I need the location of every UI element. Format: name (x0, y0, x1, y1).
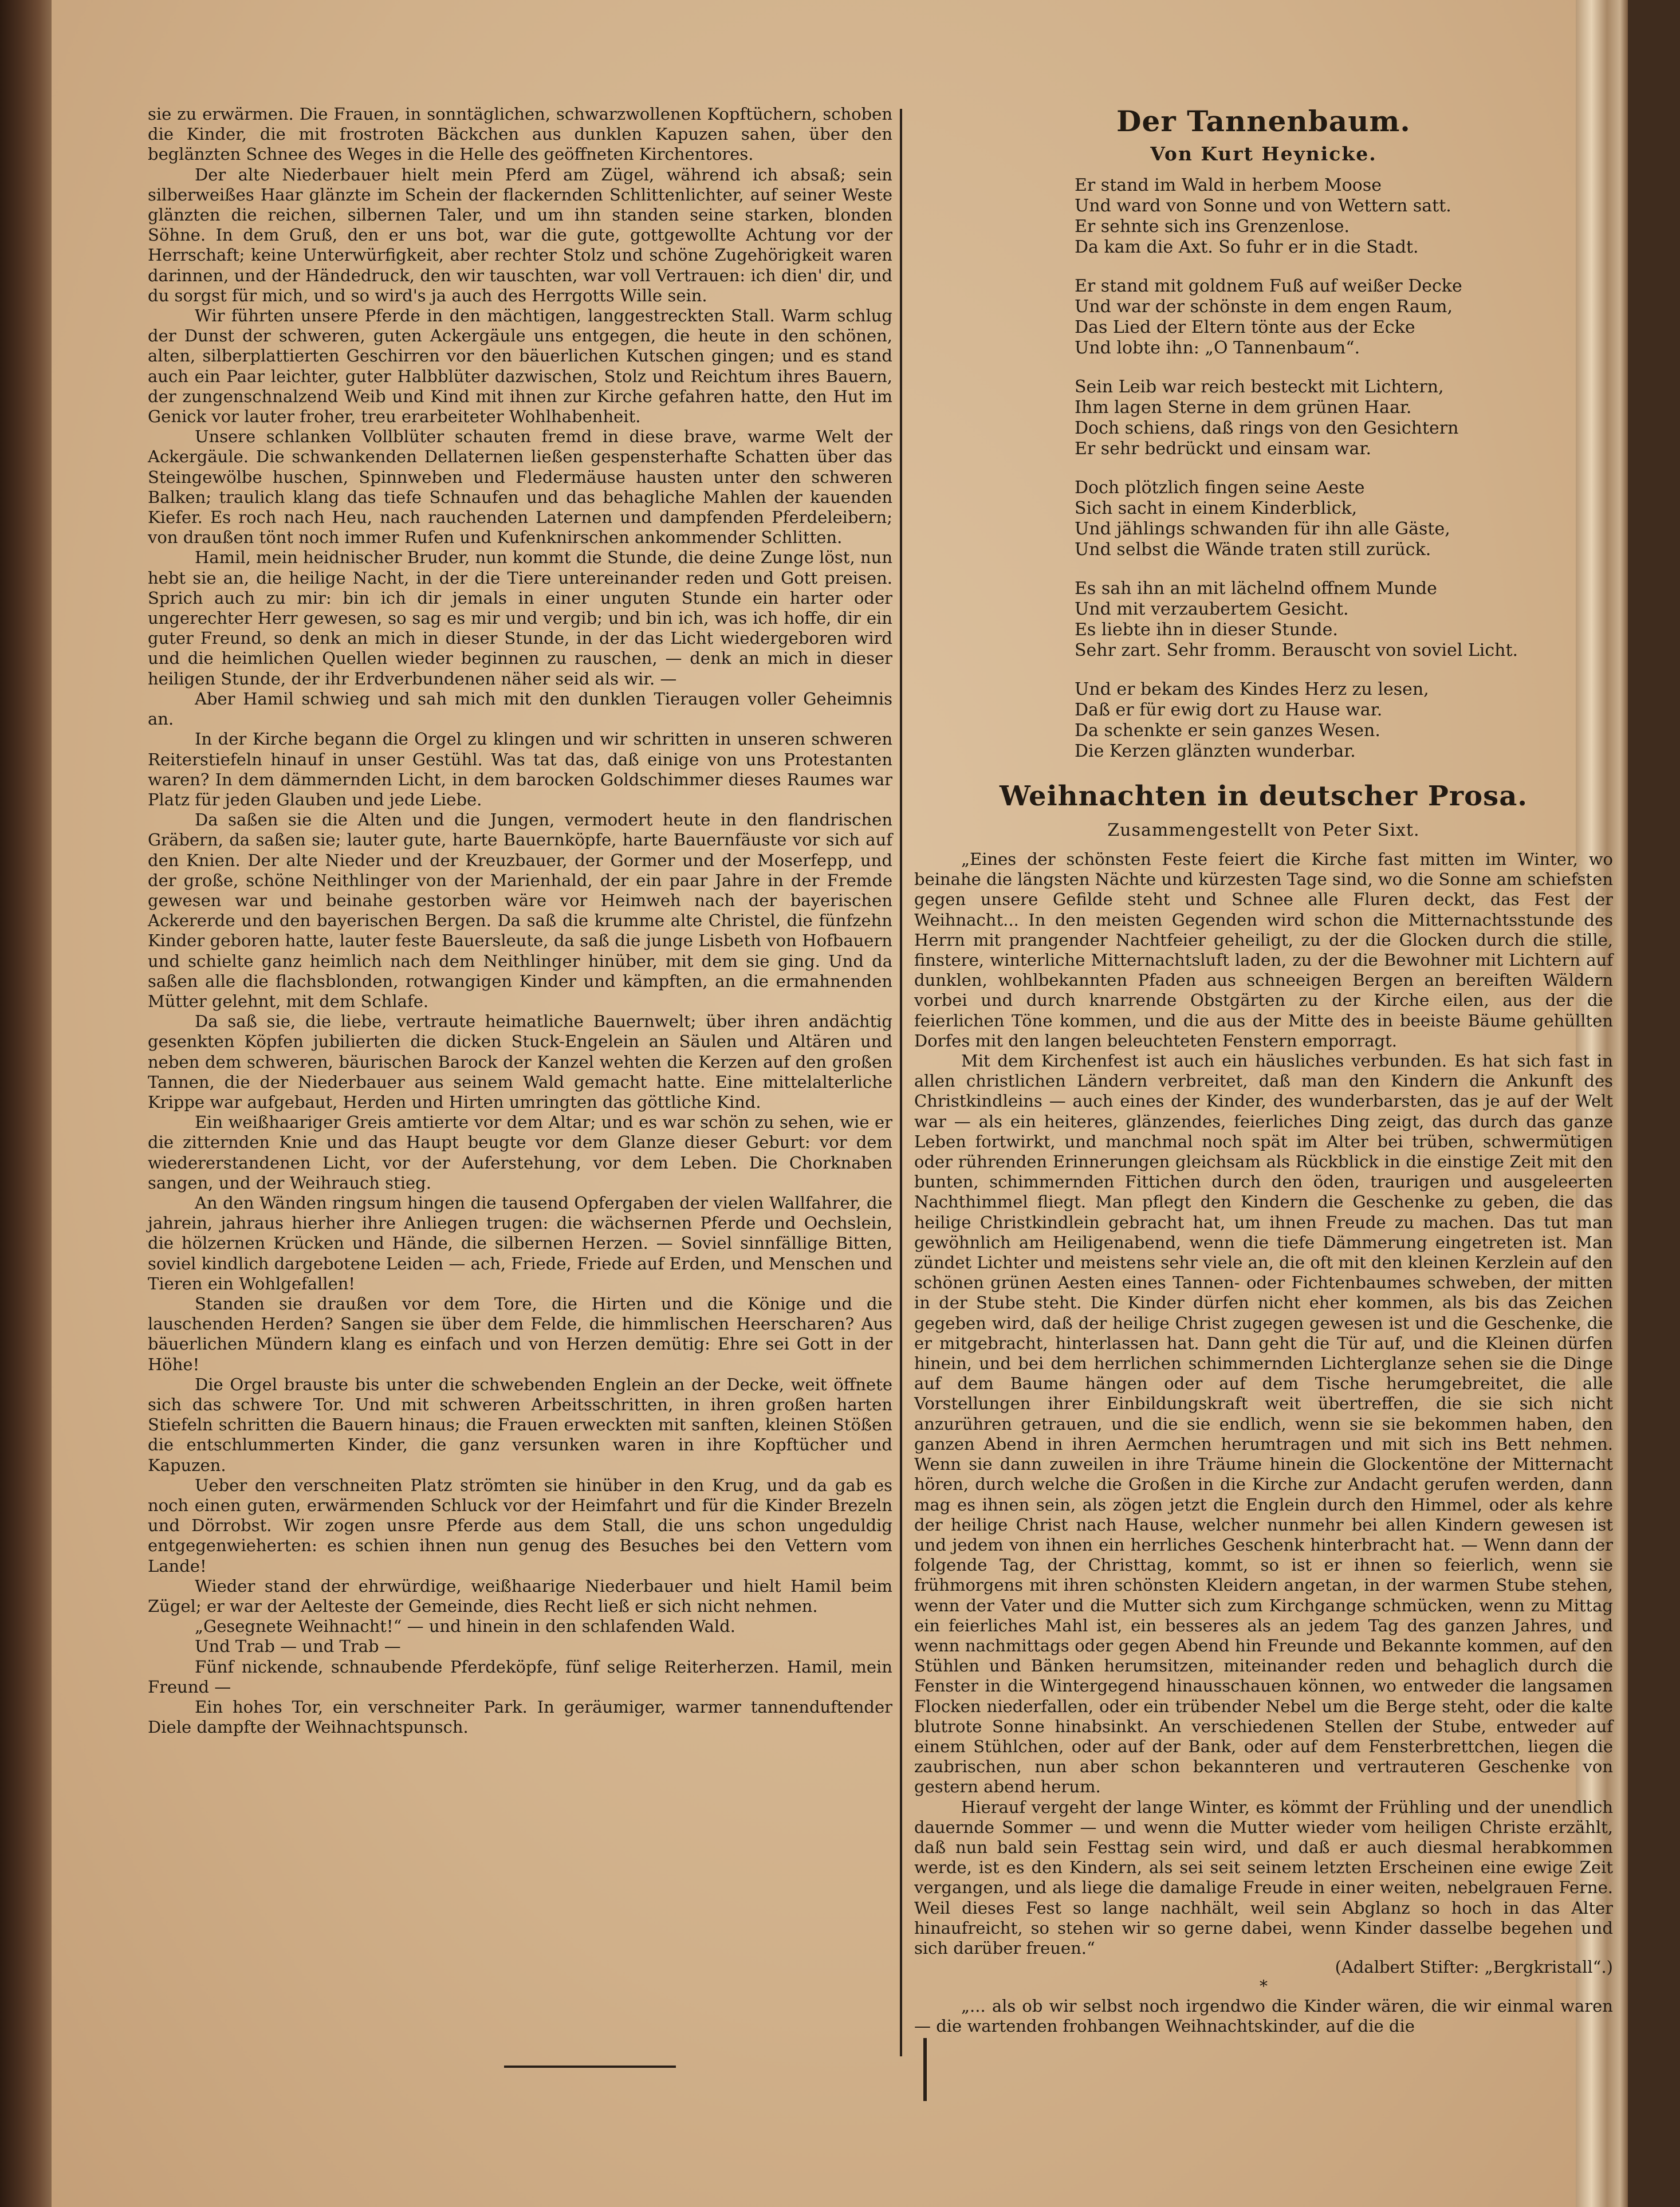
margin-marker (923, 2038, 927, 2101)
poem-stanza (1075, 175, 1613, 258)
section-paragraph: „Eines der schönsten Feste feiert die Kirche fast mitten im Winter, wo beinahe die längsten Nächte und kürzesten Tage sind, wo die Sonne am schiefsten gegen unsere Gefilde steht und Schnee alle Fluren deckt, das Fest der Weihnacht... In den meisten Gegenden wird schon die Mitternachtsstunde des Herrn mit prangender Nachtfeier geheiligt, zu der die Glocken durch die stille, finstere, winterliche Mitternachtsluft laden, zu der die Bewohner mit Lichtern auf dunklen, wohlbekannten Pfaden aus schneeigen Bergen an bereiften Wäldern vorbei und durch knarrende Obstgärten zu der Kirche eilen, aus der die feierlichen Töne kommen, und die aus der Mitte des in beeiste Bäume gehüllten Dorfes mit den langen beleuchteten Fenstern emporragt. (914, 849, 1613, 1051)
poem-line: Da schenkte er sein ganzes Wesen. (1075, 721, 1380, 741)
left-paragraph: Wieder stand der ehrwürdige, weißhaarige Niederbauer und hielt Hamil beim Zügel; er war der Aelteste der Gemeinde, dies Recht ließ er sich nicht nehmen. (148, 1576, 892, 1616)
poem-line: Es liebte ihn in dieser Stunde. (1075, 620, 1338, 640)
left-paragraph: Fünf nickende, schnaubende Pferdeköpfe, fünf selige Reiterherzen. Hamil, mein Freund — (148, 1657, 892, 1697)
poem-stanza (1075, 276, 1613, 359)
left-paragraph: Hamil, mein heidnischer Bruder, nun kommt die Stunde, die deine Zunge löst, nun hebt sie an, die heilige Nacht, in der die Tiere untereinander reden und Gott preisen. Sprich auch zu mir: bin ich dir jemals in einer unguten Stunde ein harter oder ungerechter Herr gewesen, so sag es mir und vergib; und bin ich, was ich hoffe, dir ein guter Freund, so denk an mich in dieser Stunde, in der das Licht wiedergeboren wird und die heimlichen Quellen wieder beginnen zu rauschen, — denk an mich in dieser heiligen Stunde, der ihr Erdverbundenen näher seid als wir. — (148, 548, 892, 689)
section-paragraph: Mit dem Kirchenfest ist auch ein häusliches verbunden. Es hat sich fast in allen christlichen Ländern verbreitet, daß man den Kindern die Ankunft des Christkindleins — auch eines der Kinder, des wunderbarsten, das je auf der Welt war — als ein heiteres, glänzendes, feierliches Ding zeigt, das durch das ganze Leben fortwirkt, und manchmal noch spät im Alter bei trüben, schwermütigen oder rührenden Erinnerungen gleichsam als Rückblick in die einstige Zeit mit den bunten, schimmernden Fittichen durch den öden, traurigen und ausgeleerten Nachthimmel fliegt. Man pflegt den Kindern die Geschenke zu geben, die das heilige Christkindlein gebracht hat, um ihnen Freude zu machen. Das tut man gewöhnlich am Heiligenabend, wenn die tiefe Dämmerung eingetreten ist. Man zündet Lichter und meistens sehr viele an, die oft mit den kleinen Kerzlein auf den schönen grünen Aesten eines Tannen- oder Fichtenbaumes schweben, der mitten in der Stube steht. Die Kinder dürfen nicht eher kommen, als bis das Zeichen gegeben wird, daß der heilige Christ zugegen gewesen ist und die Geschenke, die er mitgebracht, hinterlassen hat. Dann geht die Tür auf, und die Kleinen dürfen hinein, und bei dem herrlichen schimmernden Lichterglanze sehen sie die Dinge auf dem Baume hängen oder auf dem Tische herumgebreitet, die alle Vorstellungen ihrer Einbildungskraft weit übertreffen, die sie sich nicht anzurühren getrauen, und die sie endlich, wenn sie sie bekommen haben, den ganzen Abend in ihren Aermchen herumtragen und mit sich ins Bett nehmen. Wenn sie dann zuweilen in ihre Träume hinein die Glockentöne der Mitternacht hören, durch welche die Großen in die Kirche zur Andacht gerufen werden, dann mag es ihnen sein, als zögen jetzt die Englein durch den Himmel, oder als kehre der heilige Christ nach Hause, welcher nunmehr bei allen Kindern gewesen ist und jedem von ihnen ein herrliches Geschenk hinterbracht hat. — Wenn dann der folgende Tag, der Christtag, kommt, so ist er ihnen so feierlich, wenn sie frühmorgens mit ihren schönsten Kleidern angetan, in der warmen Stube stehen, wenn der Vater und die Mutter sich zum Kirchgange schmücken, wenn zu Mittag ein feierliches Mahl ist, ein besseres als an jedem Tag des ganzen Jahres, und wenn nachmittags oder gegen Abend hin Freunde und Bekannte kommen, auf den Stühlen und Bänken herumsitzen, miteinander reden und behaglich durch die Fenster in die Wintergegend hinausschauen können, wo entweder die langsamen Flocken niederfallen, oder ein trübender Nebel um die Berge steht, oder die kalte blutrote Sonne hinabsinkt. An verschiedenen Stellen der Stube, entweder auf einem Stühlchen, oder auf der Bank, oder auf dem Fensterbrettchen, liegen die zaubrischen, nun aber schon bekannteren und vertrauteren Geschenke von gestern abend herum. (914, 1051, 1613, 1797)
poem-line: Sich sacht in einem Kinderblick, (1075, 498, 1358, 518)
poem-line: Und lobte ihn: „O Tannenbaum“. (1075, 338, 1360, 358)
poem-line: Und war der schönste in dem engen Raum, (1075, 297, 1453, 317)
section-body (914, 849, 1613, 1958)
left-paragraph: Unsere schlanken Vollblüter schauten fremd in diese brave, warme Welt der Ackergäule. Die schwankenden Dellaternen ließen gespensterhafte Schatten über das Steingewölbe huschen, Spinnweben und Fledermäuse hausten unter den schweren Balken; traulich klang das tiefe Schnaufen und das behagliche Mahlen der kauenden Kiefer. Es roch nach Heu, nach rauchenden Laternen und dampfenden Pferdeleibern; von draußen tönt noch immer Rufen und Kufenknirschen ankommender Schlitten. (148, 427, 892, 548)
poem-stanza (1075, 679, 1613, 762)
left-paragraph: Da saßen sie die Alten und die Jungen, vermodert heute in den flandrischen Gräbern, da saßen sie; lauter gute, harte Bauernköpfe, harte Bauernfäuste vor sich auf den Knien. Der alte Nieder und der Kreuzbauer, der Gormer und der Moserfepp, und der große, schöne Neithlinger von der Marienhald, der ein paar Jahre in der Fremde gewesen war und beinahe gestorben wäre vor Heimweh nach der bayerischen Ackererde und den bayerischen Bergen. Da saß die krumme alte Christel, die fünfzehn Kinder geboren hatte, lauter feste Bauersleute, da saß die junge Lisbeth von Hofbauern und schielte ganz heimlich nach dem Neithlinger hinüber, mit dem sie ging. Und da saßen alle die flachsblonden, rotwangigen Kinder und kämpften, an die ermahnenden Mütter gelehnt, mit dem Schlafe. (148, 810, 892, 1011)
section-subtitle: Zusammengestellt von Peter Sixt. (1107, 820, 1420, 840)
left-paragraph: Ueber den verschneiten Platz strömten sie hinüber in den Krug, und da gab es noch einen guten, erwärmenden Schluck vor der Heimfahrt und für die Kinder Brezeln und Dörrobst. Wir zogen unsre Pferde aus dem Stall, die uns schon ungeduldig entgegenwieherten: es schien ihnen nun genug des Besuches bei den Vettern vom Lande! (148, 1475, 892, 1576)
poem-line: Und er bekam des Kindes Herz zu lesen, (1075, 679, 1429, 699)
poem-line: Das Lied der Eltern tönte aus der Ecke (1075, 317, 1415, 337)
poem-line: Die Kerzen glänzten wunderbar. (1075, 741, 1356, 761)
poem-stanza (1075, 478, 1613, 560)
left-paragraph: Ein weißhaariger Greis amtierte vor dem Altar; und es war schön zu sehen, wie er die zitternden Knie und das Haupt beugte vor dem Glanze dieser Geburt: vor dem wiedererstandenen Licht, vor der Auferstehung, vor dem Leben. Die Chorknaben sangen, und der Weihrauch stieg. (148, 1112, 892, 1193)
poem-line: Er stand im Wald in herbem Moose (1075, 175, 1382, 195)
separator-asterisk: * (1260, 1977, 1268, 1996)
right-column (914, 104, 1613, 2037)
poem-line: Und selbst die Wände traten still zurück. (1075, 540, 1431, 560)
poem-line: Und jählings schwanden für ihn alle Gäste, (1075, 519, 1450, 539)
poem-line: Sein Leib war reich besteckt mit Lichtern, (1075, 377, 1444, 397)
left-paragraph: Da saß sie, die liebe, vertraute heimatliche Bauernwelt; über ihren andächtig gesenkten Köpfen jubilierten die dicken Stuck-Engelein an Säulen und Altären und neben dem schweren, bäurischen Barock der Kanzel wehten die Kerzen auf den großen Tannen, die der Niederbauer aus seinem Wald gemacht hatte. Eine mittelalterliche Krippe war aufgebaut, Herden und Hirten umringten das göttliche Kind. (148, 1012, 892, 1112)
poem-line: Ihm lagen Sterne in dem grünen Haar. (1075, 398, 1412, 418)
citation: (Adalbert Stifter: „Bergkristall“.) (1335, 1957, 1613, 1977)
poem-line: Er stand mit goldnem Fuß auf weißer Decke (1075, 276, 1462, 296)
left-paragraph: Der alte Niederbauer hielt mein Pferd am Zügel, während ich absaß; sein silberweißes Haar glänzte im Schein der flackernden Schlittenlichter, auf seiner Weste glänzten die reichen, silbernen Taler, und um ihn standen seine starken, blonden Söhne. In dem Gruß, den er uns bot, war die gute, gottgewollte Achtung vor der Herrschaft; keine Unterwürfigkeit, aber rechter Stolz und schöne Zugehörigkeit waren darinnen, und der Händedruck, den wir tauschten, war voll Vertrauen: ich dien' dir, und du sorgst für mich, und so wird's ja auch des Herrgotts Wille sein. (148, 164, 892, 305)
poem-line: Daß er für ewig dort zu Hause war. (1075, 700, 1383, 720)
left-paragraph: Die Orgel brauste bis unter die schwebenden Englein an der Decke, weit öffnete sich das schwere Tor. Und mit schweren Arbeitsschritten, in ihren großen harten Stiefeln schritten die Bauern hinaus; die Frauen erweckten mit sanften, kleinen Stößen die entschlummerten Kinder, die ganz versunken waren in ihre Kopftücher und Kapuzen. (148, 1374, 892, 1475)
poem-line: Und mit verzaubertem Gesicht. (1075, 599, 1349, 619)
poem-line: Sehr zart. Sehr fromm. Berauscht von soviel Licht. (1075, 640, 1518, 660)
poem-line: Doch schiens, daß rings von den Gesichtern (1075, 418, 1459, 438)
poem-title: Der Tannenbaum. (1116, 104, 1411, 138)
left-column (148, 104, 892, 1737)
poem-stanza (1075, 377, 1613, 459)
poem-stanza (1075, 579, 1613, 661)
left-paragraph: Und Trab — und Trab — (195, 1636, 401, 1657)
left-paragraph: Ein hohes Tor, ein verschneiter Park. In geräumiger, warmer tannenduftender Diele dampfte der Weihnachtspunsch. (148, 1697, 892, 1737)
poem-line: Er sehr bedrückt und einsam war. (1075, 439, 1371, 459)
left-paragraph: sie zu erwärmen. Die Frauen, in sonntäglichen, schwarzwollenen Kopftüchern, schoben die Kinder, die mit frostroten Bäckchen aus dunklen Kapuzen sahen, über den beglänzten Schnee des Weges in die Helle des geöffneten Kirchentores. (148, 104, 892, 164)
left-paragraph: Standen sie draußen vor dem Tore, die Hirten und die Könige und die lauschenden Herden? Sangen sie über dem Felde, die himmlischen Heerscharen? Aus bäuerlichen Mündern klang es einfach und von Herzen demütig: Ehre sei Gott in der Höhe! (148, 1293, 892, 1374)
poem-body (914, 175, 1613, 762)
section-paragraph: Hierauf vergeht der lange Winter, es kömmt der Frühling und der unendlich dauernde Sommer — und wenn die Mutter wieder vom heiligen Christe erzählt, daß nun bald sein Festtag sein wird, und daß er auch diesmal herabkommen werde, ist es den Kindern, als sei seit seinem letzten Erscheinen eine ewige Zeit vergangen, und als liege die damalige Freude in einer weiten, nebelgrauen Ferne. Weil dieses Fest so lange nachhält, weil sein Abglanz so hoch in das Alter hinaufreicht, so stehen wir so gerne dabei, wenn Kinder dasselbe begehen und sich darüber freuen.“ (914, 1797, 1613, 1958)
left-paragraph: Aber Hamil schwieg und sah mich mit den dunklen Tieraugen voller Geheimnis an. (148, 689, 892, 729)
column-divider (900, 109, 902, 2056)
poem-line: Es sah ihn an mit lächelnd offnem Munde (1075, 579, 1437, 599)
book-binding (0, 0, 52, 2207)
poem-line: Doch plötzlich fingen seine Aeste (1075, 478, 1365, 498)
section-title: Weihnachten in deutscher Prosa. (999, 780, 1528, 812)
left-paragraph: An den Wänden ringsum hingen die tausend Opfergaben der vielen Wallfahrer, die jahrein, jahraus hierher ihre Anliegen trugen: die wächsernen Pferde und Oechslein, die hölzernen Krücken und Hände, die silbernen Herzen. — Soviel sinnfällige Bitten, soviel kindlich dargebotene Leiden — ach, Friede, Friede auf Erden, und Menschen und Tieren ein Wohlgefallen! (148, 1193, 892, 1293)
closing-paragraph: „... als ob wir selbst noch irgendwo die Kinder wären, die wir einmal waren — die wartenden frohbangen Weihnachtskinder, auf die die (914, 1996, 1613, 2036)
poem-line: Da kam die Axt. So fuhr er in die Stadt. (1075, 237, 1419, 257)
left-paragraph: In der Kirche begann die Orgel zu klingen und wir schritten in unseren schweren Reiterstiefeln hinauf in unser Gestühl. Was tat das, daß einige von uns Protestanten waren? In dem dämmernden Licht, in dem barocken Goldschimmer dieses Raumes war Platz für jeden Glauben und jede Liebe. (148, 729, 892, 809)
poem-author: Von Kurt Heynicke. (1150, 143, 1377, 165)
poem-line: Er sehnte sich ins Grenzenlose. (1075, 217, 1350, 237)
left-paragraph: „Gesegnete Weihnacht!“ — und hinein in den schlafenden Wald. (195, 1616, 735, 1636)
poem-line: Und ward von Sonne und von Wettern satt. (1075, 196, 1451, 216)
article-end-rule (504, 2066, 676, 2068)
left-paragraph: Wir führten unsere Pferde in den mächtigen, langgestreckten Stall. Warm schlug der Dunst der schweren, guten Ackergäule uns entgegen, die heute in den schönen, alten, silberplattierten Geschirren vor den bäuerlichen Kutschen gingen; und es stand auch ein Paar leichter, guter Halbblüter dazwischen, Stolz und Reichtum ihres Bauern, der zungenschnalzend Weib und Kind mit ihnen zur Kirche gefahren hatte, den Hut im Genick vor lauter froher, treu erarbeiteter Wohlhabenheit. (148, 306, 892, 427)
